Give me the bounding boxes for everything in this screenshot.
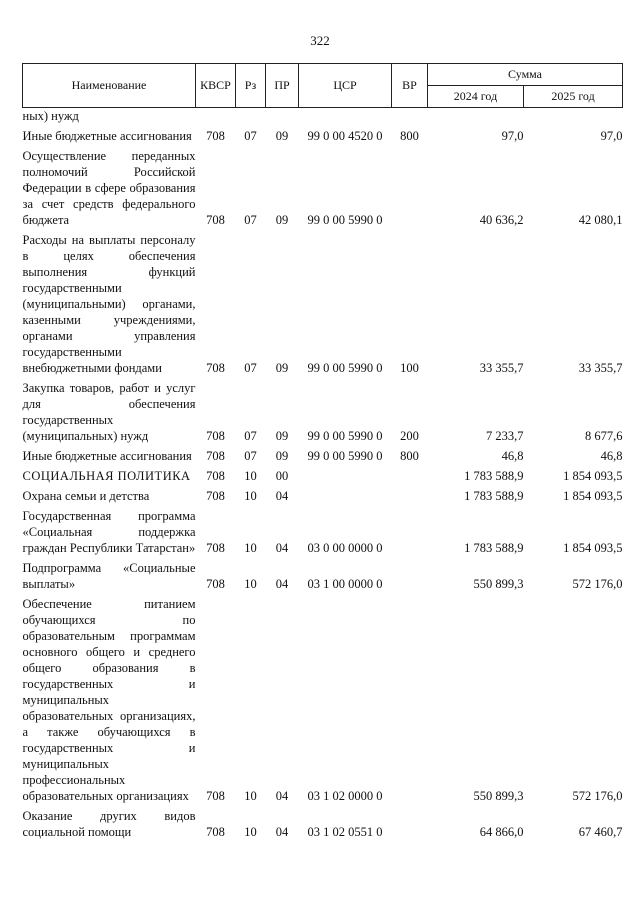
row-name-cell: Иные бюджетные ассигнования: [22, 129, 192, 143]
row-kvsr-cell: 708: [206, 129, 225, 143]
row-csr-cell: 99 0 00 5990 0: [307, 429, 383, 443]
row-csr-cell: 03 1 02 0000 0: [307, 789, 383, 803]
row-name-cell: Иные бюджетные ассигнования: [22, 449, 192, 463]
row-csr-cell: [299, 464, 392, 484]
table-row: [23, 108, 623, 125]
header-rz: Рз: [236, 64, 266, 108]
row-2024-cell: 46,8: [501, 449, 524, 463]
table-row: [23, 592, 623, 804]
row-2024-cell: 550 899,3: [473, 789, 524, 803]
header-csr: ЦСР: [299, 64, 392, 108]
header-year-2024: 2024 год: [428, 86, 524, 108]
row-kvsr-cell: 708: [206, 489, 225, 503]
row-vr-cell: 100: [400, 361, 419, 375]
row-pr-cell: [266, 108, 299, 125]
row-pr-cell: 04: [275, 541, 289, 555]
row-name-cell: СОЦИАЛЬНАЯ ПОЛИТИКА: [22, 469, 191, 483]
row-kvsr-cell: 708: [206, 449, 225, 463]
row-name-cell: Государственная программа «Социальная поддержка граждан Республики Татарстан»: [22, 509, 196, 555]
row-2024-cell: 550 899,3: [473, 577, 524, 591]
table-row: [23, 464, 623, 484]
row-pr-cell: 09: [275, 361, 289, 375]
row-csr-cell: 03 1 00 0000 0: [307, 577, 383, 591]
table-row: [23, 144, 623, 228]
row-vr-cell: [392, 464, 428, 484]
row-name-cell: Охрана семьи и детства: [22, 489, 150, 503]
row-vr-cell: [392, 144, 428, 228]
row-2025-cell: 67 460,7: [578, 825, 623, 839]
row-kvsr-cell: 708: [206, 469, 225, 483]
row-name-cell: Подпрограмма «Социальные выплаты»: [22, 561, 196, 591]
row-pr-cell: 04: [275, 789, 289, 803]
row-2025-cell: 33 355,7: [578, 361, 623, 375]
row-kvsr-cell: 708: [206, 825, 225, 839]
table-row: [23, 124, 623, 144]
row-2025-cell: 1 854 093,5: [563, 489, 623, 503]
page-number: 322: [310, 33, 330, 48]
row-2025-cell: 572 176,0: [572, 577, 623, 591]
row-csr-cell: [299, 484, 392, 504]
row-2024-cell: [428, 108, 524, 125]
row-2025-cell: 1 854 093,5: [563, 469, 623, 483]
table-row: [23, 228, 623, 376]
row-rz-cell: 07: [244, 129, 257, 143]
row-vr-cell: 800: [400, 129, 419, 143]
header-year-2025: 2025 год: [524, 86, 623, 108]
row-name-cell: ных) нужд: [22, 109, 79, 123]
table-row: [23, 484, 623, 504]
row-rz-cell: 07: [244, 213, 257, 227]
row-name-cell: Обеспечение питанием обучающихся по образовательным программам основного общего и среднего общего образования в государственных и муниципальных образовательных организациях, а также обучающихся в государственных и муниципальных профессиональных образовательных организациях: [22, 597, 196, 803]
header-kvsr: КВСР: [196, 64, 236, 108]
row-kvsr-cell: 708: [206, 577, 225, 591]
row-kvsr-cell: 708: [206, 361, 225, 375]
table-header: [23, 64, 623, 108]
row-pr-cell: 04: [275, 489, 289, 503]
table-row: [23, 556, 623, 592]
row-pr-cell: 09: [275, 129, 289, 143]
row-2024-cell: 40 636,2: [479, 213, 524, 227]
row-csr-cell: [299, 108, 392, 125]
row-name-cell: Закупка товаров, работ и услуг для обеспечения государственных (муниципальных) нужд: [22, 381, 196, 443]
row-2025-cell: 1 854 093,5: [563, 541, 623, 555]
row-name-cell: Оказание других видов социальной помощи: [22, 809, 196, 839]
row-csr-cell: 99 0 00 5990 0: [307, 213, 383, 227]
row-rz-cell: 07: [244, 449, 257, 463]
row-rz-cell: 10: [244, 825, 257, 839]
row-2024-cell: 33 355,7: [479, 361, 524, 375]
row-rz-cell: 07: [244, 361, 257, 375]
table-row: [23, 504, 623, 556]
row-2025-cell: 42 080,1: [578, 213, 623, 227]
row-kvsr-cell: 708: [206, 541, 225, 555]
row-rz-cell: 10: [244, 577, 257, 591]
row-csr-cell: 99 0 00 4520 0: [307, 129, 383, 143]
row-csr-cell: 03 0 00 0000 0: [307, 541, 383, 555]
row-2025-cell: [524, 108, 623, 125]
row-2024-cell: 7 233,7: [486, 429, 524, 443]
row-csr-cell: 99 0 00 5990 0: [307, 449, 383, 463]
row-2024-cell: 1 783 588,9: [464, 469, 524, 483]
row-rz-cell: 10: [244, 789, 257, 803]
row-2025-cell: 46,8: [600, 449, 623, 463]
row-pr-cell: 09: [275, 213, 289, 227]
row-name-cell: Осуществление переданных полномочий Российской Федерации в сфере образования за счет средств федерального бюджета: [22, 149, 196, 227]
row-2025-cell: 572 176,0: [572, 789, 623, 803]
table-row: [23, 444, 623, 464]
row-name-cell: Расходы на выплаты персоналу в целях обеспечения выполнения функций государственными (муниципальными) органами, казенными учреждениями, органами управления государственными внебюджетными фондами: [22, 233, 196, 375]
row-vr-cell: [392, 556, 428, 592]
row-vr-cell: [392, 592, 428, 804]
row-2024-cell: 1 783 588,9: [464, 489, 524, 503]
row-vr-cell: 200: [400, 429, 419, 443]
row-kvsr-cell: 708: [206, 429, 225, 443]
row-rz-cell: 07: [244, 429, 257, 443]
row-csr-cell: 99 0 00 5990 0: [307, 361, 383, 375]
row-2025-cell: 97,0: [600, 129, 623, 143]
row-vr-cell: [392, 804, 428, 840]
row-pr-cell: 09: [275, 429, 289, 443]
table-row: [23, 376, 623, 444]
row-rz-cell: [236, 108, 266, 125]
budget-table: [22, 63, 623, 840]
row-2024-cell: 64 866,0: [479, 825, 524, 839]
row-csr-cell: 03 1 02 0551 0: [307, 825, 383, 839]
row-kvsr-cell: 708: [206, 213, 225, 227]
row-pr-cell: 04: [275, 577, 289, 591]
row-2024-cell: 97,0: [501, 129, 524, 143]
header-sum: Сумма: [428, 64, 623, 86]
header-name: Наименование: [23, 64, 196, 108]
row-pr-cell: 04: [275, 825, 289, 839]
row-kvsr-cell: 708: [206, 789, 225, 803]
row-kvsr-cell: [196, 108, 236, 125]
row-rz-cell: 10: [244, 489, 257, 503]
row-pr-cell: 00: [275, 469, 289, 483]
table-row: [23, 804, 623, 840]
row-2025-cell: 8 677,6: [585, 429, 623, 443]
row-rz-cell: 10: [244, 541, 257, 555]
row-vr-cell: [392, 108, 428, 125]
header-vr: ВР: [392, 64, 428, 108]
row-rz-cell: 10: [244, 469, 257, 483]
row-2024-cell: 1 783 588,9: [464, 541, 524, 555]
header-pr: ПР: [266, 64, 299, 108]
row-vr-cell: [392, 504, 428, 556]
row-vr-cell: 800: [400, 449, 419, 463]
table-body: [23, 108, 623, 841]
row-vr-cell: [392, 484, 428, 504]
row-pr-cell: 09: [275, 449, 289, 463]
